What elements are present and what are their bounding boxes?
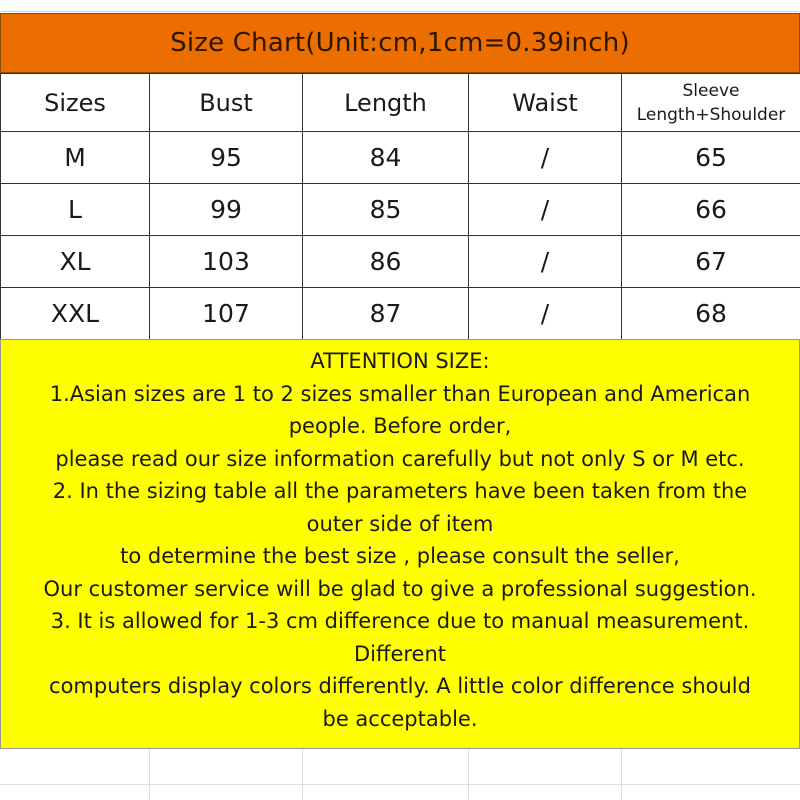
table-row	[1, 236, 800, 288]
note-line: people. Before order,	[288, 414, 512, 438]
grid-line	[149, 749, 150, 800]
grid-line	[0, 784, 800, 785]
header-sleeve-line2: Length+Shoulder	[636, 104, 786, 125]
cell-bust: 95	[150, 132, 303, 184]
grid-line	[302, 749, 303, 800]
size-chart-title-text: Size Chart(Unit:cm,1cm=0.39inch)	[170, 28, 630, 58]
notes-heading: ATTENTION SIZE:	[310, 349, 490, 373]
cell-sleeve: 65	[622, 132, 800, 184]
cell-bust: 107	[150, 288, 303, 340]
note-line: be acceptable.	[322, 706, 478, 731]
note-line: 2. In the sizing table all the parameters have been taken from the	[52, 479, 748, 503]
cell-length: 84	[303, 132, 469, 184]
cell-waist: /	[469, 132, 622, 184]
cell-sleeve: 66	[622, 184, 800, 236]
cell-size: M	[1, 132, 150, 184]
header-sizes: Sizes	[1, 74, 150, 132]
note-line: Our customer service will be glad to give a professional suggestion.	[43, 576, 757, 601]
table-row	[1, 288, 800, 340]
cell-waist: /	[469, 184, 622, 236]
cell-size: XL	[1, 236, 150, 288]
note-line: 3. It is allowed for 1-3 cm difference due to manual measurement.	[50, 609, 750, 633]
header-sleeve-line1: Sleeve	[682, 80, 740, 101]
cell-sleeve: 67	[622, 236, 800, 288]
header-bust: Bust	[150, 74, 303, 132]
cell-sleeve: 68	[622, 288, 800, 340]
note-line: computers display colors differently. A little color difference should	[49, 674, 751, 698]
cell-bust: 99	[150, 184, 303, 236]
size-table	[0, 73, 800, 340]
note-line: to determine the best size , please consult the seller,	[120, 544, 680, 568]
top-divider	[0, 11, 800, 12]
note-line: 1.Asian sizes are 1 to 2 sizes smaller than European and American	[49, 381, 751, 406]
size-chart-title	[0, 13, 800, 73]
cell-waist: /	[469, 236, 622, 288]
table-header-row	[1, 74, 800, 132]
cell-length: 85	[303, 184, 469, 236]
grid-line	[621, 749, 622, 800]
header-length: Length	[303, 74, 469, 132]
table-row	[1, 132, 800, 184]
header-waist: Waist	[469, 74, 622, 132]
cell-length: 87	[303, 288, 469, 340]
note-line: Different	[353, 641, 447, 666]
cell-bust: 103	[150, 236, 303, 288]
attention-notes	[0, 339, 800, 749]
cell-size: XXL	[1, 288, 150, 340]
cell-waist: /	[469, 288, 622, 340]
header-sleeve-shoulder	[622, 74, 800, 132]
cell-length: 86	[303, 236, 469, 288]
table-row	[1, 184, 800, 236]
note-line: outer side of item	[306, 511, 494, 536]
cell-size: L	[1, 184, 150, 236]
grid-line	[468, 749, 469, 800]
note-line: please read our size information carefully but not only S or M etc.	[55, 446, 745, 471]
